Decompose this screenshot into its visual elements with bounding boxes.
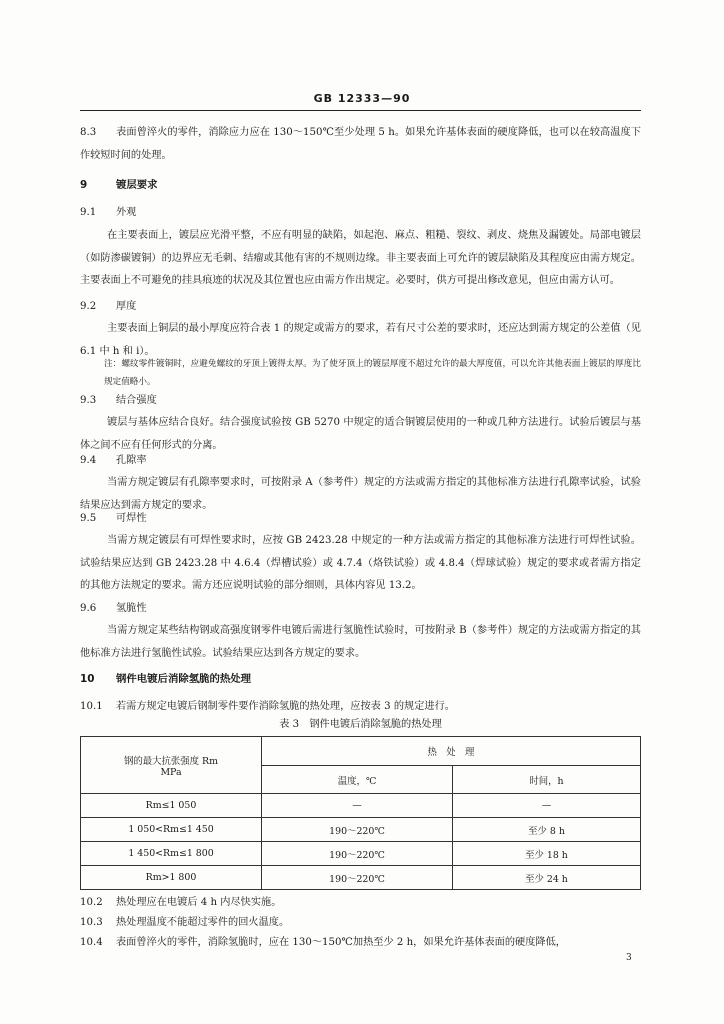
- strength-cell: Rm>1 800: [81, 866, 262, 890]
- section-9-heading: [80, 174, 641, 197]
- clause-title: 外观: [116, 207, 137, 218]
- clause-9-5-text: 当需方规定镀层有可焊性要求时，应按 GB 2423.28 中规定的一种方法或需方指定的其他标准方法进行可焊性试验。试验结果应达到 GB 2423.28 中 4.6.4（焊槽试验）或 4.7.4（烙铁试验）或 4.8.4（焊球试验）规定的要求或者需方指定的其他方法规定的要求。需方还应说明试验的部分细则，具体内容见 13.2。: [80, 535, 641, 591]
- clause-number: 9.1: [80, 207, 97, 218]
- clause-text: 热处理应在电镀后 4 h 内尽快实施。: [116, 897, 282, 908]
- table-3: [80, 736, 641, 890]
- clause-number: 9.5: [80, 513, 97, 524]
- page-number: 3: [626, 953, 632, 963]
- clause-9-4-text: 当需方规定镀层有孔隙率要求时，可按附录 A（参考件）规定的方法或需方指定的其他标准方法进行孔隙率试验，试验结果应达到需方规定的要求。: [80, 477, 641, 511]
- col-header-strength-label: 钢的最大抗张强度 Rm: [124, 755, 218, 767]
- clause-9-1-title: [80, 202, 641, 225]
- clause-number: 9.6: [80, 603, 97, 614]
- header-rule: [80, 110, 641, 111]
- strength-cell: Rm≤1 050: [81, 794, 262, 818]
- col-header-heat-treatment: 热 处 理: [262, 737, 641, 766]
- clause-9-3-text: 镀层与基体应结合良好。结合强度试验按 GB 5270 中规定的适合铜镀层使用的一种或几种方法进行。试验后镀层与基体之间不应有任何形式的分离。: [80, 417, 641, 451]
- time-cell: —: [453, 794, 641, 818]
- clause-number: 10.2: [80, 897, 103, 908]
- clause-9-3-title: [80, 390, 641, 413]
- clause-number: 10.3: [80, 917, 103, 928]
- clause-title: 氢脆性: [116, 603, 147, 614]
- table-row: [81, 794, 641, 818]
- strength-cell: 1 450<Rm≤1 800: [81, 842, 262, 866]
- clause-title: 结合强度: [116, 395, 157, 406]
- table-row: [81, 818, 641, 842]
- clause-9-6-text: 当需方规定某些结构钢或高强度钢零件电镀后需进行氢脆性试验时，可按附录 B（参考件）规定的方法或需方指定的其他标准方法进行氢脆性试验。试验结果应达到各方规定的要求。: [80, 625, 641, 659]
- clause-9-6-title: [80, 598, 641, 621]
- clause-number: 10.1: [80, 701, 103, 712]
- standard-code-header: GB 12333—90: [313, 92, 411, 105]
- clause-9-5-title: [80, 508, 641, 531]
- section-title: 钢件电镀后消除氢脆的热处理: [116, 673, 252, 685]
- clause-title: 厚度: [116, 301, 137, 312]
- clause-title: 可焊性: [116, 513, 147, 524]
- section-number: 10: [80, 673, 95, 685]
- clause-number: 9.3: [80, 395, 97, 406]
- clause-number: 9.4: [80, 455, 97, 466]
- clause-9-2-note: 注：螺纹零件镀铜时，应避免螺纹的牙顶上镀得太厚。为了使牙顶上的镀层厚度不超过允许的最大厚度值，可以允许其他表面上镀层的厚度比规定值略小。: [104, 359, 641, 387]
- col-header-strength-unit: MPa: [160, 766, 182, 778]
- clause-text: 表面曾淬火的零件，消除氢脆时，应在 130～150℃加热至少 2 h，如果允许基体表面的硬度降低，: [116, 937, 566, 948]
- col-header-strength: [81, 737, 262, 794]
- table-3-caption: 表 3 钢件电镀后消除氢脆的热处理: [279, 719, 442, 730]
- col-header-temperature: 温度，℃: [262, 766, 453, 794]
- clause-8-3: [80, 122, 641, 167]
- clause-text: 表面曾淬火的零件，消除应力应在 130～150℃至少处理 5 h。如果允许基体表面的硬度降低，也可以在较高温度下作较短时间的处理。: [80, 127, 641, 161]
- clause-text: 若需方规定电镀后钢制零件要作消除氢脆的热处理，应按表 3 的规定进行。: [116, 701, 455, 712]
- section-10-heading: [80, 668, 641, 691]
- clause-9-1-text: 在主要表面上，镀层应光滑平整，不应有明显的缺陷，如起泡、麻点、粗糙、裂纹、剥皮、烧焦及漏镀处。局部电镀层（如防渗碳镀铜）的边界应无毛刺、结瘤或其他有害的不规则边缘。非主要表面上可允许的镀层缺陷及其程度应由需方规定。主要表面上不可避免的挂具痕迹的状况及其位置也应由需方作出规定。必要时，供方可提出修改意见，但应由需方认可。: [80, 230, 641, 286]
- temperature-cell: —: [262, 794, 453, 818]
- time-cell: 至少 8 h: [453, 818, 641, 842]
- time-cell: 至少 24 h: [453, 866, 641, 890]
- strength-cell: 1 050<Rm≤1 450: [81, 818, 262, 842]
- clause-text: 热处理温度不能超过零件的回火温度。: [116, 917, 290, 928]
- clause-number: 10.4: [80, 937, 103, 948]
- temperature-cell: 190～220℃: [262, 842, 453, 866]
- clause-10-4: [80, 932, 641, 955]
- clause-title: 孔隙率: [116, 455, 147, 466]
- section-number: 9: [80, 179, 88, 191]
- temperature-cell: 190～220℃: [262, 818, 453, 842]
- temperature-cell: 190～220℃: [262, 866, 453, 890]
- section-title: 镀层要求: [116, 179, 158, 191]
- clause-9-2-title: [80, 296, 641, 319]
- clause-number: 8.3: [80, 127, 97, 138]
- col-header-time: 时间，h: [453, 766, 641, 794]
- time-cell: 至少 18 h: [453, 842, 641, 866]
- table-row: [81, 866, 641, 890]
- clause-9-2-text: 主要表面上铜层的最小厚度应符合表 1 的规定或需方的要求，若有尺寸公差的要求时，还应达到需方规定的公差值（见 6.1 中 h 和 i）。: [80, 323, 641, 357]
- table-row: [81, 842, 641, 866]
- clause-number: 9.2: [80, 301, 97, 312]
- clause-9-4-title: [80, 450, 641, 473]
